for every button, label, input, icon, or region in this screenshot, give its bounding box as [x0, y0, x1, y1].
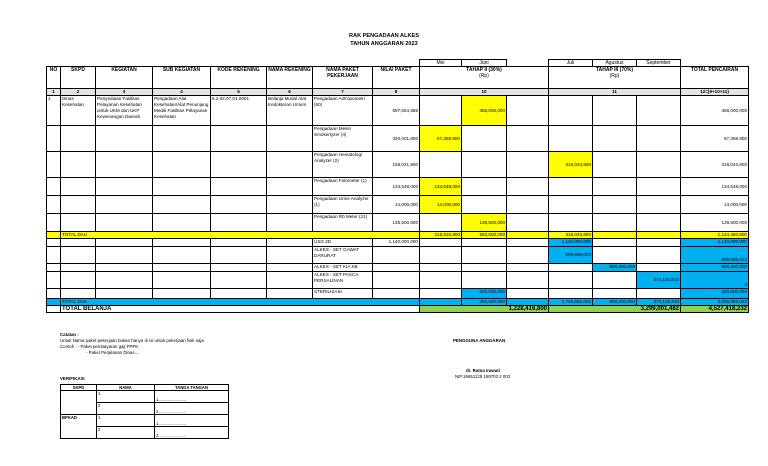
- ver-ttd: 2........................: [155, 427, 229, 439]
- paket-cell: ALKES - SET KIA KB: [313, 264, 373, 272]
- tahap3-unit: (Rp): [609, 73, 620, 79]
- colnum: 7: [313, 89, 373, 96]
- ver-ttd: 2........................: [155, 403, 229, 415]
- verifikasi-table: [60, 384, 229, 439]
- header-row: [47, 67, 749, 89]
- agustus-cell: 859,200,000: [593, 264, 637, 272]
- notes-heading: Catatan :: [60, 332, 79, 337]
- nilai-cell: 697,654,986: [373, 96, 420, 126]
- notes-line: Untuk Nama paket pekerjaan bukan hanya di isi untuk pekerjaan fisik saja: [60, 338, 204, 343]
- september-cell: 374,102,810: [637, 272, 681, 289]
- ver-nama: 1: [97, 391, 155, 403]
- verifikasi-row: [61, 427, 229, 439]
- mei-cell: 14,000,000: [420, 196, 462, 214]
- verifikasi-row: [61, 415, 229, 427]
- table-row: [47, 247, 749, 264]
- total-dau-row: [47, 232, 749, 239]
- header-total: TOTAL PENCAIRAN: [681, 67, 749, 89]
- total-dak-juli: 1,749,655,022: [549, 299, 593, 306]
- header-sub-kegiatan: SUB KEGIATAN: [153, 67, 211, 89]
- total-dak-total: 3,028,855,022: [681, 299, 749, 306]
- month-row: [47, 60, 749, 67]
- header-tahap2: [420, 67, 549, 89]
- tahap3-label: TAHAP III (70%): [595, 67, 634, 73]
- total-cell: 67,368,800: [681, 126, 749, 152]
- juli-cell: 609,655,022: [549, 247, 593, 264]
- table-row: [47, 289, 749, 299]
- table-row: [47, 152, 749, 178]
- signature-nip: NIP.19651125 199703 2 003: [455, 374, 511, 379]
- header-kegiatan: KEGIATAN: [96, 67, 153, 89]
- nilai-cell: 14,000,000: [373, 196, 420, 214]
- total-cell: 1,140,000,000: [681, 239, 749, 247]
- mei-cell: 134,548,000: [420, 178, 462, 196]
- paket-cell: Pengadaan Fotometer (1): [313, 178, 373, 196]
- nilai-cell: 134,548,000: [373, 178, 420, 196]
- ver-col-skpd: SKPD: [61, 385, 97, 391]
- header-tahap3: [549, 67, 681, 89]
- ver-ttd: 1........................: [155, 415, 229, 427]
- doc-title: RAK PENGADAAN ALKES: [348, 33, 420, 39]
- total-dau-total: 1,124,460,600: [681, 232, 749, 239]
- month-september: September: [637, 60, 681, 67]
- table-row: [47, 96, 749, 126]
- table-row: [47, 196, 749, 214]
- signature-name: dr. Ratna Irawati: [466, 368, 500, 373]
- rak-table: [46, 59, 749, 313]
- nilai-cell: 1,140,000,000: [373, 239, 420, 247]
- sub-kegiatan-cell: Pengadaan Alat Kesehatan/Alat Penunjang Medik Fasilitas Pelayanan Kesehatan: [153, 96, 211, 126]
- colnum: 5: [211, 89, 267, 96]
- table-row: [47, 239, 749, 247]
- doc-subtitle: TAHUN ANGGARAN 2023: [350, 41, 418, 47]
- total-belanja-row: [47, 306, 749, 313]
- ver-skpd: [61, 391, 97, 403]
- colnum: 4: [153, 89, 211, 96]
- ver-nama: 2: [97, 403, 155, 415]
- juni-cell: 420,000,000: [462, 289, 507, 299]
- paket-cell: USG 2D: [313, 239, 373, 247]
- total-dau-juli: 316,043,800: [549, 232, 593, 239]
- total-dak-row: [47, 299, 749, 306]
- month-mei: Mei: [420, 60, 462, 67]
- colnum: 3: [96, 89, 153, 96]
- total-cell: 859,200,000: [681, 264, 749, 272]
- kegiatan-cell: Penyediaan Fasilitas Pelayanan Kesehatan untuk UKM dan UKP Kewenangan Daerah: [96, 96, 153, 126]
- total-dau-juni: 592,500,000: [462, 232, 507, 239]
- total-dak-agustus: 859,200,000: [593, 299, 637, 306]
- total-cell: 14,000,000: [681, 196, 749, 214]
- header-nama-rekening: NAMA REKENING: [267, 67, 313, 89]
- juli-cell: 1,140,000,000: [549, 239, 593, 247]
- total-cell: 420,000,000: [681, 289, 749, 299]
- no-cell: 1: [47, 96, 61, 126]
- ver-col-nama: NAMA: [97, 385, 155, 391]
- juni-cell: 456,000,000: [462, 96, 507, 126]
- ver-ttd: 1........................: [155, 391, 229, 403]
- colnum: 8: [373, 89, 420, 96]
- paket-cell: STERILISASI: [313, 289, 373, 299]
- paket-cell: ALKES - SET GAWAT DARURAT: [313, 247, 373, 264]
- total-cell: 456,000,000: [681, 96, 749, 126]
- ver-skpd: [61, 403, 97, 415]
- juli-cell: 316,043,800: [549, 152, 593, 178]
- notes-line: - Paket Perjalanan Dinas....: [86, 350, 140, 355]
- total-cell: 134,548,000: [681, 178, 749, 196]
- total-cell: 0: [681, 272, 749, 289]
- nilai-cell: 136,500,000: [373, 214, 420, 232]
- month-juli: Juli: [549, 60, 593, 67]
- verifikasi-title: VERIFIKASI: [60, 376, 85, 381]
- verifikasi-row: [61, 403, 229, 415]
- paket-cell: Pengadaan Mesin Smokerlyzer (4): [313, 126, 373, 152]
- month-juni: Juni: [462, 60, 507, 67]
- table-row: [47, 178, 749, 196]
- header-no: NO: [47, 67, 61, 89]
- paket-cell: ALKES - SET PASCA PERSALINAN: [313, 272, 373, 289]
- colnum: 12=(9+10+11): [681, 89, 749, 96]
- mei-cell: 67,368,800: [420, 126, 462, 152]
- colnum: 11: [549, 89, 681, 96]
- column-number-row: [47, 89, 749, 96]
- total-dak-label: TOTAL DAK: [61, 299, 420, 306]
- nilai-cell: 158,021,900: [373, 152, 420, 178]
- colnum: 6: [267, 89, 313, 96]
- juni-cell: 136,500,000: [462, 214, 507, 232]
- table-row: [47, 272, 749, 289]
- total-belanja-tahap3: 3,299,001,482: [549, 306, 681, 313]
- colnum: 1: [47, 89, 61, 96]
- ver-skpd: BPKAD: [61, 415, 97, 427]
- header-nama-paket: NAMA PAKET PEKERJAAN: [313, 67, 373, 89]
- total-dak-juni: 420,000,000: [462, 299, 507, 306]
- header-kode-rekening: KODE REKENING: [211, 67, 267, 89]
- colnum: 10: [420, 89, 549, 96]
- total-belanja-tahap2: 1,228,416,800: [420, 306, 549, 313]
- table-row: [47, 214, 749, 232]
- month-agustus: Agustus: [593, 60, 637, 67]
- notes-line: Contoh : - Paket pembayaran gaji PPPK: [60, 344, 139, 349]
- tahap2-label: TAHAP II (30%): [466, 67, 502, 73]
- total-dak-september: 374,102,810: [637, 299, 681, 306]
- skpd-cell: Dinas Kesehatan: [61, 96, 96, 126]
- kode-rekening-cell: 5.2.02.07.01.0001: [211, 96, 267, 126]
- paket-cell: Pengadaan Rb Meter (21): [313, 214, 373, 232]
- paket-cell: Pengadaan Hematologi Analyzer (2): [313, 152, 373, 178]
- signature-role: PENGGUNA ANGGARAN: [453, 338, 506, 343]
- paket-cell: Pengadaan Antropometri (60): [313, 96, 373, 126]
- paket-cell: Pengadaan Urine Analyzer (1): [313, 196, 373, 214]
- nilai-cell: 320,001,800: [373, 126, 420, 152]
- total-belanja-label: TOTAL BELANJA: [61, 306, 420, 313]
- ver-skpd: [61, 427, 97, 439]
- total-belanja-total: 4,527,418,232: [681, 306, 749, 313]
- ver-col-ttd: TANDA TANGAN: [155, 385, 229, 391]
- total-cell: 316,043,800: [681, 152, 749, 178]
- tahap2-unit: (Rp): [479, 73, 489, 79]
- total-cell: 136,500,000: [681, 214, 749, 232]
- ver-nama: 1: [97, 415, 155, 427]
- total-dau-label: TOTAL DAU: [61, 232, 420, 239]
- verifikasi-row: [61, 391, 229, 403]
- colnum: 2: [61, 89, 96, 96]
- header-nilai-paket: NILAI PAKET: [373, 67, 420, 89]
- total-dau-mei: 215,916,800: [420, 232, 462, 239]
- nama-rekening-cell: Belanja Modal Alat Kedokteran Umum: [267, 96, 313, 126]
- table-row: [47, 264, 749, 272]
- header-skpd: SKPD: [61, 67, 96, 89]
- ver-nama: 2: [97, 427, 155, 439]
- total-cell: 609,655,022: [681, 247, 749, 264]
- table-row: [47, 126, 749, 152]
